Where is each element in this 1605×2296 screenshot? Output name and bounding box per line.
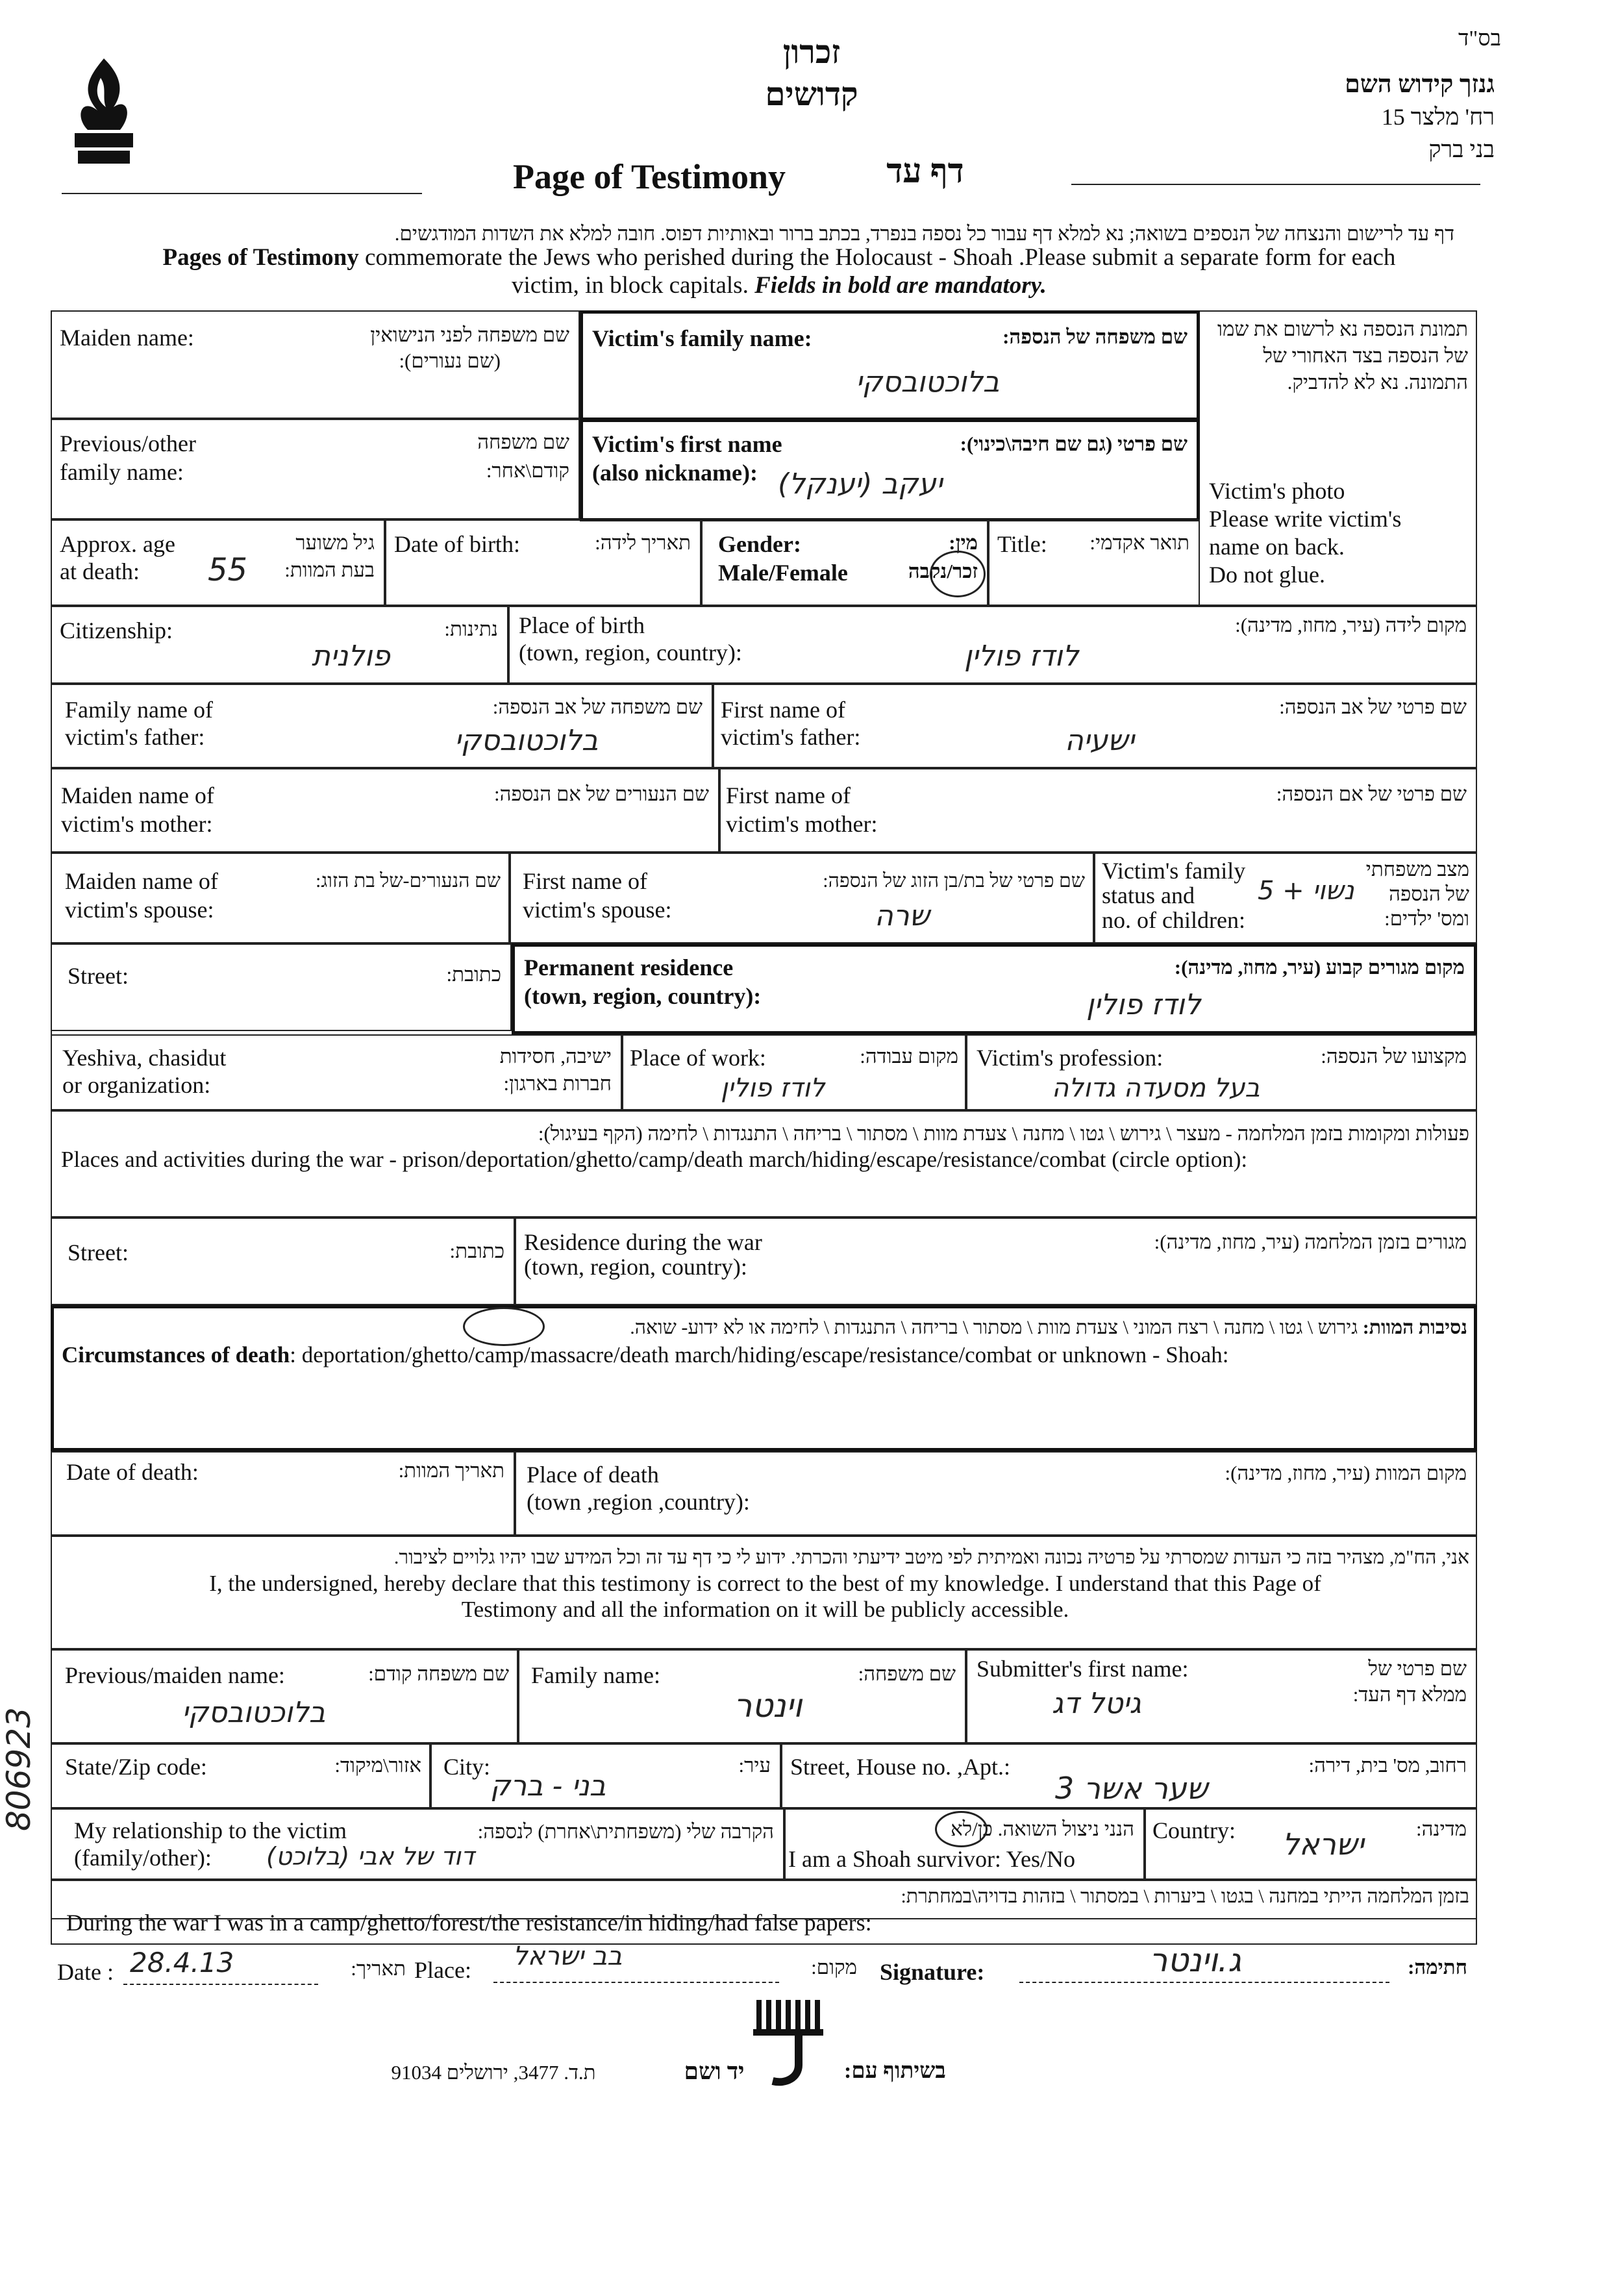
dob-label: Date of birth: (394, 531, 520, 557)
perm-res-label2: (town, region, country): (524, 983, 762, 1009)
zip-label: State/Zip code: (65, 1754, 207, 1780)
perm-res-label1: Permanent residence (524, 955, 734, 980)
death-circ-en-bold: Circumstances of death (62, 1342, 290, 1367)
mother-first-label1: First name of (726, 782, 851, 808)
yeshiva-label1: Yeshiva, chasidut (62, 1045, 227, 1071)
intro-line1: commemorate the Jews who perished during the Holocaust - Shoah .Please submit a separate form for each (358, 244, 1396, 271)
archive-city: בני ברק (1428, 136, 1495, 162)
citizenship-value: פולנית (312, 640, 390, 673)
first-name-label: Victim's first name (592, 431, 782, 457)
yeshiva-he2: חברות בארגון: (503, 1072, 612, 1095)
prev-family-he1: שם משפחה (477, 430, 569, 453)
city-label: City: (443, 1754, 491, 1780)
father-family-label2: victim's father: (65, 724, 205, 750)
profession-label: Victim's profession: (977, 1045, 1163, 1071)
citizenship-he: נתינות: (444, 618, 498, 640)
first-name-label-he: שם פרטי (גם שם חיבה\כינוי): (960, 432, 1188, 455)
photo-box (1200, 310, 1477, 606)
city-he: עיר: (738, 1754, 771, 1777)
title-kedoshim: קדושים (765, 76, 858, 112)
photo-en2: Please write victim's (1209, 506, 1402, 532)
street2-label: Street: (68, 1240, 129, 1266)
gender-he2: זכר/נקבה (908, 560, 978, 582)
mother-maiden-label2: victim's mother: (61, 811, 213, 837)
first-name-label2: (also nickname): (592, 460, 758, 486)
submitter-first-he1: שם פרטי של (1368, 1657, 1467, 1680)
header-rule-right (1071, 184, 1480, 185)
city-value: בני - ברק (490, 1769, 606, 1803)
spouse-maiden-label1: Maiden name of (65, 868, 218, 894)
dod-label: Date of death: (66, 1459, 199, 1485)
pob-value: לודז פולין (964, 640, 1079, 673)
shoah-circle (463, 1307, 545, 1346)
age-cell (51, 519, 385, 606)
age-label2: at death: (60, 558, 140, 584)
photo-instructions-he: תמונת הנספה נא לרשום את שמו של הנספה בצד האחורי של התמונה. נא לא להדביק. (1217, 318, 1468, 393)
perm-res-he: מקום מגורים קבוע (עיר, מחוז, מדינה): (1174, 956, 1465, 979)
signature-line (1019, 1982, 1389, 1983)
father-first-value: ישעיה (1065, 724, 1135, 757)
family-status-label3: no. of children: (1102, 907, 1245, 933)
spouse-first-label2: victim's spouse: (523, 897, 672, 923)
submitter-family-cell (518, 1649, 966, 1743)
survivor-no-circle (935, 1811, 988, 1847)
country-he: מדינה: (1416, 1817, 1467, 1840)
father-first-label1: First name of (721, 697, 845, 723)
spouse-maiden-he: שם הנעורים-של בת הזוג: (316, 870, 501, 892)
pob-label1: Place of birth (519, 612, 645, 638)
declaration-he: אני, הח"מ, מצהיר בזה כי העדות שמסרתי על פרטיה נכונה ואמיתית לפי מיטב ידיעתי והכרתי. ידוע לי כי דף עד זה וכל המידע שבו יהיו גלויים לציבור. (393, 1547, 1469, 1568)
pod-cell (515, 1451, 1477, 1536)
profession-value: בעל מסעדה גדולה (1052, 1073, 1260, 1103)
country-value: ישראל (1282, 1827, 1364, 1862)
gender-cell[interactable] (701, 519, 988, 606)
pob-label2: (town, region, country): (519, 640, 742, 666)
pob-he: מקום לידה (עיר, מחוז, מדינה): (1235, 614, 1467, 636)
victim-family-label: Victim's family name: (592, 325, 812, 351)
war-places-he: פעולות ומקומות בזמן המלחמה - מעצר \ גירוש \ גטו \ מחנה \ צעדת מוות \ מסתור \ בריחה \ התנגדות \ לחימה (הקף בעיגול): (538, 1122, 1469, 1145)
photo-en4: Do not glue. (1209, 562, 1325, 588)
prev-family-label2: family name: (60, 459, 184, 485)
relationship-label2: (family/other): (74, 1845, 212, 1871)
archive-logo (62, 52, 146, 169)
title-zikaron: זכרון (782, 34, 841, 70)
partnership-label: בשיתוף עם: (844, 2059, 946, 2083)
street-label: Street: (68, 963, 129, 989)
bsd-mark: בס"ד (1458, 27, 1501, 51)
age-label1: Approx. age (60, 531, 175, 557)
relationship-value: דוד של אבי (בלוכט) (266, 1842, 475, 1871)
family-status-he3: ומס' ילדים: (1384, 907, 1469, 930)
age-he1: גיל משוער (295, 531, 375, 554)
spouse-first-label1: First name of (523, 868, 647, 894)
submitter-family-label: Family name: (531, 1662, 660, 1688)
submitter-war-cell (51, 1880, 1477, 1945)
street2-cell (51, 1217, 515, 1305)
submitter-first-label: Submitter's first name: (977, 1656, 1189, 1682)
intro-mandatory: Fields in bold are mandatory. (754, 272, 1047, 299)
war-res-he: מגורים בזמן המלחמה (עיר, מחוז, מדינה): (1154, 1230, 1467, 1253)
death-circ-cell[interactable] (51, 1305, 1477, 1451)
profession-cell (966, 1034, 1477, 1110)
signature-label: Signature: (880, 1959, 985, 1985)
archive-street: רח' מלצר 15 (1381, 104, 1495, 130)
first-name-value: יעקב (יענקל) (778, 468, 943, 501)
yad-vashem-name: יד ושם (684, 2058, 745, 2084)
submitter-prev-value: בלוכטובסקי (182, 1696, 326, 1729)
victim-family-label-he: שם משפחה של הנספה: (1002, 325, 1188, 348)
war-res-label2: (town, region, country): (524, 1254, 747, 1280)
death-circ-he-text: גירוש \ גטו \ מחנה \ רצח המוני \ צעדת מוות \ מסתור \ בריחה \ התנגדות \ לחימה או לא ידוע- שואה. (630, 1317, 1358, 1338)
place-label: Place: (414, 1957, 471, 1983)
yad-vashem-address: ת.ד. 3477, ירושלים 91034 (391, 2061, 596, 2084)
family-status-value: נשוי + 5 (1258, 876, 1354, 906)
title-label-he: תואר אקדמי: (1089, 531, 1189, 554)
family-status-label1: Victim's family (1102, 858, 1246, 884)
declaration-en1: I, the undersigned, hereby declare that this testimony is correct to the best of my knowledge. I understand that this Page of (209, 1571, 1321, 1596)
intro-english-2 (65, 271, 1493, 300)
gender-he1: מין: (949, 531, 978, 554)
date-label: Date : (57, 1959, 114, 1985)
pod-label2: (town ,region ,country): (527, 1489, 750, 1515)
street-he: כתובת: (446, 963, 501, 986)
dod-cell (51, 1451, 515, 1536)
maiden-label-he: שם משפחה לפני הנישואין (370, 323, 569, 346)
pob-cell (508, 606, 1477, 684)
maiden-label-he2: (שם נעורים): (399, 349, 501, 372)
gender-male-circle (930, 551, 986, 597)
dob-label-he: תאריך לידה: (595, 531, 691, 554)
war-places-cell (51, 1110, 1477, 1217)
place-value: בב ישראל (513, 1941, 623, 1971)
submitter-prev-he: שם משפחה קודם: (368, 1662, 509, 1685)
perm-res-cell[interactable] (512, 943, 1477, 1034)
mother-first-he: שם פרטי של אם הנספה: (1276, 782, 1467, 805)
pod-label1: Place of death (527, 1462, 659, 1488)
maiden-cell (51, 310, 580, 419)
spouse-first-he: שם פרטי של בת/בן הזוג של הנספה: (823, 870, 1085, 892)
father-family-cell (51, 684, 713, 768)
signature-value: ג.וינטר (1149, 1941, 1241, 1979)
citizenship-label: Citizenship: (60, 618, 173, 643)
citizenship-cell (51, 606, 508, 684)
relationship-label1: My relationship to the victim (74, 1817, 347, 1843)
flame-logo-icon (62, 52, 146, 169)
war-res-cell (515, 1217, 1477, 1305)
zip-cell (51, 1743, 430, 1808)
father-family-value: בלוכטובסקי (454, 724, 599, 757)
submitter-first-he2: ממלא דף העד: (1352, 1683, 1467, 1706)
street2-he: כתובת: (449, 1240, 504, 1262)
mother-first-cell (719, 768, 1477, 853)
submitter-family-value: וינטר (734, 1687, 802, 1725)
family-status-he2: של הנספה (1389, 882, 1469, 905)
submitter-prev-label: Previous/maiden name: (65, 1662, 285, 1688)
family-status-he1: מצב משפחתי (1365, 858, 1469, 880)
yeshiva-cell (51, 1034, 622, 1110)
title-cell (988, 519, 1200, 606)
mother-first-label2: victim's mother: (726, 811, 878, 837)
death-circ-en-text: : deportation/ghetto/camp/massacre/death march/hiding/escape/resistance/combat or unknown - Shoah: (290, 1342, 1229, 1367)
gender-label2: Male/Female (718, 560, 848, 586)
street-cell (51, 943, 512, 1031)
death-circ-en (62, 1341, 1228, 1369)
yeshiva-he1: ישיבה, חסידות (499, 1045, 612, 1067)
age-he2: בעת המוות: (284, 558, 375, 581)
mother-maiden-label1: Maiden name of (61, 782, 214, 808)
death-circ-he-bold: נסיבות המוות: (1362, 1317, 1467, 1338)
country-cell (1145, 1808, 1477, 1880)
father-first-cell (713, 684, 1477, 768)
dob-cell (385, 519, 701, 606)
work-he: מקום עבודה: (860, 1045, 958, 1067)
submitter-first-cell (966, 1649, 1477, 1743)
submitter-first-value: גיטל דג (1052, 1687, 1141, 1720)
address-value: שער אשר 3 (1055, 1771, 1208, 1806)
margin-number: 806923 (0, 1707, 38, 1831)
intro-english-1 (65, 243, 1493, 272)
declaration-cell (51, 1536, 1477, 1649)
family-status-cell (1094, 853, 1477, 943)
father-first-he: שם פרטי של אב הנספה: (1279, 695, 1467, 718)
spouse-first-value: שרה (875, 899, 930, 932)
war-places-en: Places and activities during the war - prison/deportation/ghetto/camp/death march/hiding/escape/resistance/combat (circle option): (61, 1147, 1248, 1172)
submitter-prev-cell (51, 1649, 518, 1743)
intro-bold: Pages of Testimony (162, 244, 359, 271)
age-value: 55 (208, 552, 248, 588)
spouse-maiden-label2: victim's spouse: (65, 897, 214, 923)
dod-he: תאריך המוות: (398, 1459, 504, 1482)
death-circ-he (71, 1315, 1467, 1341)
victim-family-cell[interactable] (580, 310, 1200, 421)
photo-en1: Victim's photo (1209, 478, 1345, 504)
page-title-he: דף עד (886, 153, 964, 190)
war-res-label1: Residence during the war (524, 1229, 762, 1255)
spouse-first-cell (510, 853, 1094, 943)
address-he: רחוב, מס' בית, דירה: (1308, 1754, 1467, 1777)
submitter-family-he: שם משפחה: (858, 1662, 956, 1685)
prev-family-he2: קודם\אחר: (486, 459, 569, 482)
zip-he: אזור\מיקוד: (334, 1754, 421, 1777)
declaration-en2: Testimony and all the information on it will be publicly accessible. (461, 1597, 1069, 1622)
city-cell (430, 1743, 781, 1808)
yeshiva-label2: or organization: (62, 1072, 211, 1098)
signature-he: חתימה: (1408, 1956, 1467, 1978)
date-value: 28.4.13 (130, 1947, 234, 1978)
mother-maiden-cell (51, 768, 719, 853)
photo-en3: name on back. (1209, 534, 1345, 560)
work-value: לודז פולין (721, 1073, 825, 1103)
prev-family-cell (51, 419, 580, 519)
country-label: Country: (1152, 1817, 1236, 1843)
archive-name: גנזך קידוש השם (1345, 71, 1495, 98)
submitter-war-he: בזמן המלחמה הייתי במחנה \ בגטו \ ביערות \ במסתור \ בזהות בדויה\במחתרת: (901, 1886, 1469, 1907)
work-label: Place of work: (630, 1045, 766, 1071)
father-first-label2: victim's father: (721, 724, 861, 750)
relationship-he: הקרבה שלי (משפחתית\אחרת) לנספה: (477, 1820, 774, 1843)
header-rule-left (62, 193, 422, 194)
address-cell (781, 1743, 1477, 1808)
first-name-cell[interactable] (580, 419, 1200, 521)
father-family-he: שם משפחה של אב הנספה: (492, 695, 703, 718)
profession-he: מקצועו של הנספה: (1321, 1045, 1467, 1067)
pod-he: מקום המוות (עיר, מחוז, מדינה): (1225, 1462, 1467, 1484)
submitter-war-en: During the war I was in a camp/ghetto/forest/the resistance/in hiding/had false papers: (66, 1910, 872, 1936)
survivor-en: I am a Shoah survivor: Yes/No (788, 1846, 1075, 1872)
intro-hebrew: דף עד לרישום והנצחה של הנספים בשואה; נא למלא דף עבור כל נספה בנפרד, בכתב ברור ובאותיות דפוס. חובה למלא את השדות המודגשים. (394, 222, 1454, 245)
survivor-he: הנני ניצול השואה. כן/לא (951, 1817, 1134, 1840)
father-family-label1: Family name of (65, 697, 213, 723)
place-he: מקום: (811, 1956, 857, 1978)
work-cell (622, 1034, 966, 1110)
family-status-label2: status and (1102, 882, 1195, 908)
date-line (123, 1984, 318, 1985)
victim-family-value: בלוכטובסקי (856, 366, 1000, 399)
intro-line2: victim, in block capitals. (512, 272, 755, 299)
spouse-maiden-cell (51, 853, 510, 943)
place-line (493, 1982, 779, 1983)
perm-res-value: לודז פולין (1086, 988, 1201, 1021)
survivor-cell[interactable] (784, 1808, 1145, 1880)
page-title-en: Page of Testimony (513, 157, 786, 196)
gender-label: Gender: (718, 531, 801, 557)
prev-family-label1: Previous/other (60, 430, 196, 456)
mother-maiden-he: שם הנעורים של אם הנספה: (493, 782, 709, 805)
address-label: Street, House no. ,Apt.: (790, 1754, 1010, 1780)
maiden-label: Maiden name: (60, 325, 194, 351)
date-he: תאריך: (351, 1957, 406, 1980)
title-label: Title: (997, 531, 1047, 557)
relationship-cell (51, 1808, 784, 1880)
